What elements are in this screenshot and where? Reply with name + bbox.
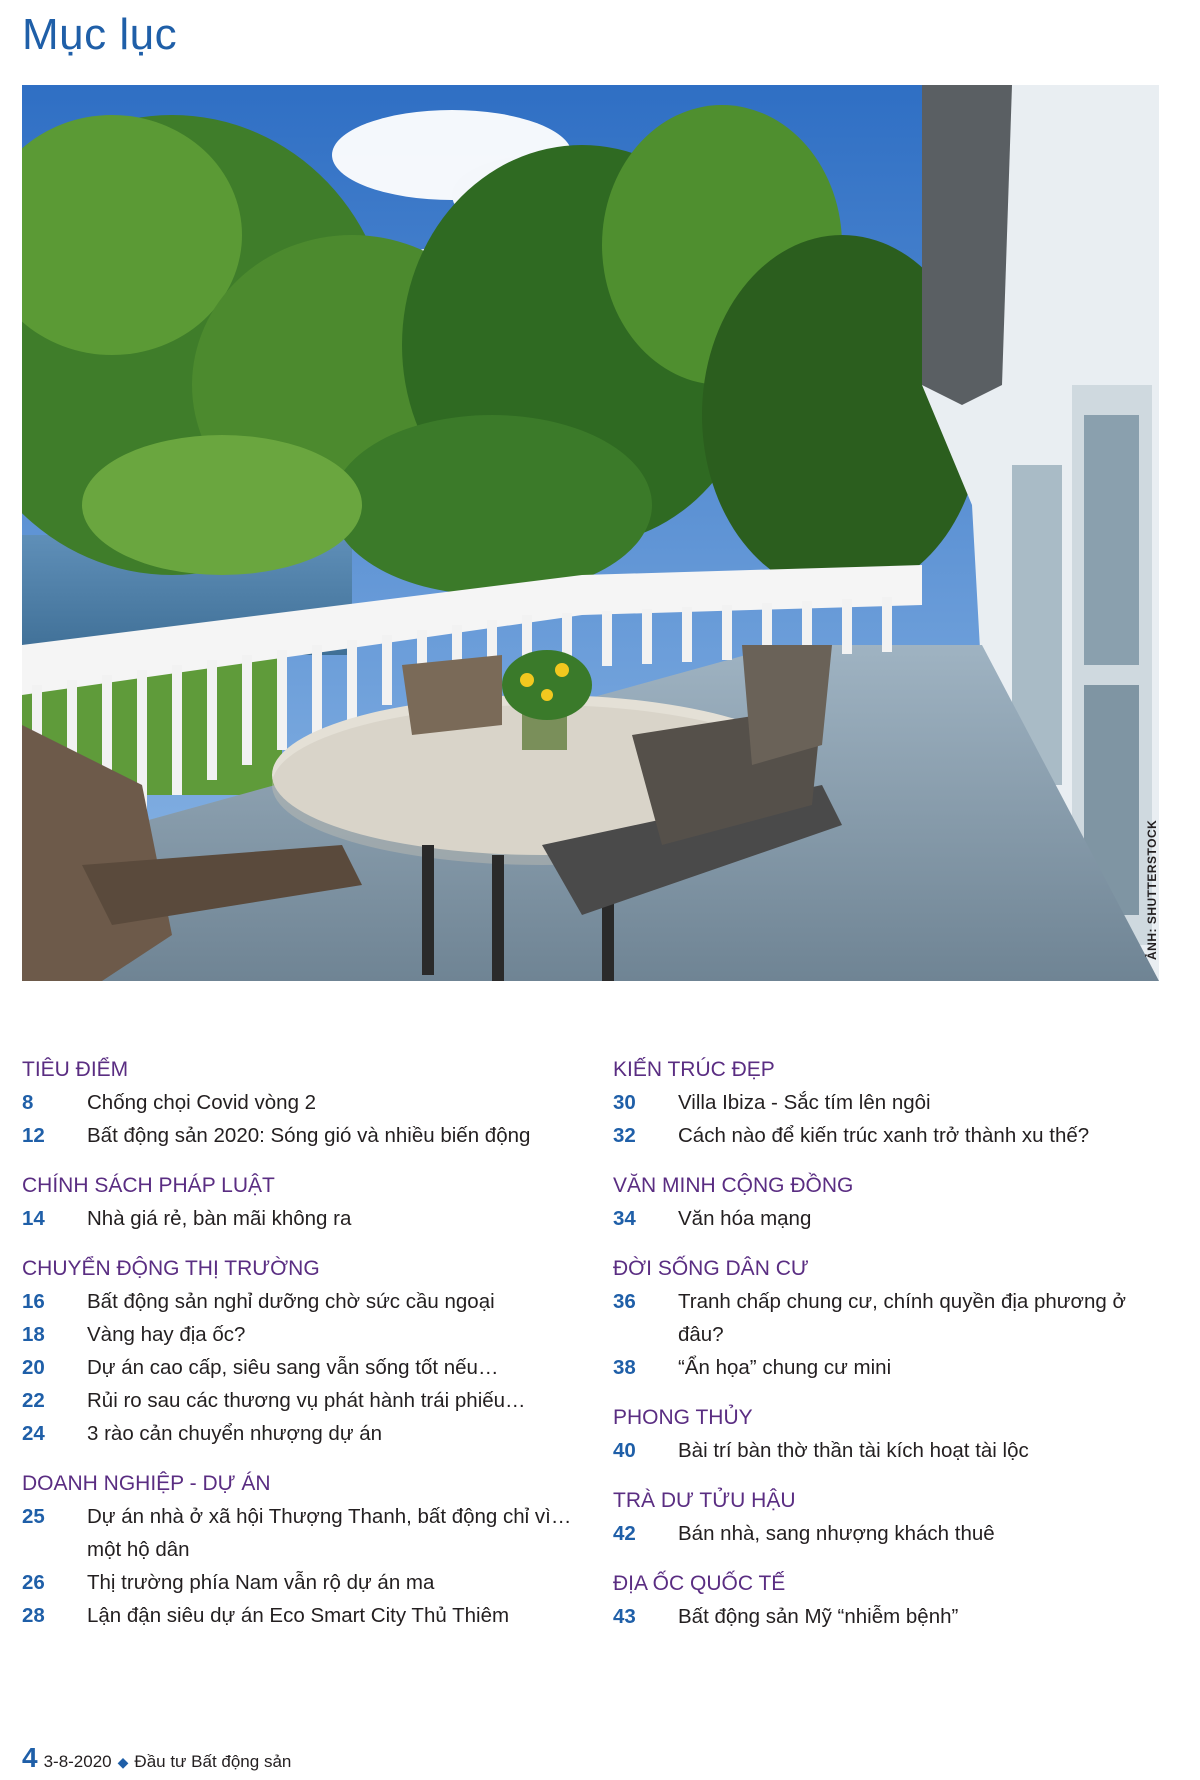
toc-entry[interactable] bbox=[22, 1202, 582, 1235]
toc-entry-title: Rủi ro sau các thương vụ phát hành trái phiếu… bbox=[87, 1389, 526, 1412]
toc-entry-title: “Ẩn họa” chung cư mini bbox=[678, 1356, 892, 1379]
toc-entry[interactable] bbox=[613, 1434, 1173, 1467]
toc-section bbox=[613, 1058, 1173, 1152]
toc-page-number: 42 bbox=[613, 1522, 636, 1545]
toc-section bbox=[22, 1174, 582, 1235]
section-title: KIẾN TRÚC ĐẸP bbox=[613, 1058, 775, 1081]
toc-page-number: 32 bbox=[613, 1124, 636, 1147]
footer-publication: Đầu tư Bất động sản bbox=[134, 1752, 292, 1771]
toc-entry[interactable] bbox=[613, 1119, 1173, 1152]
toc-section bbox=[22, 1058, 582, 1152]
section-title: PHONG THỦY bbox=[613, 1406, 753, 1429]
toc-entry-title: Tranh chấp chung cư, chính quyền địa phương ở đâu? bbox=[678, 1290, 1126, 1346]
toc-page-number: 8 bbox=[22, 1091, 34, 1114]
toc-page-number: 36 bbox=[613, 1290, 636, 1313]
toc-page-number: 34 bbox=[613, 1207, 636, 1230]
toc-section bbox=[613, 1489, 1173, 1550]
toc-entry[interactable] bbox=[22, 1599, 582, 1632]
section-title: VĂN MINH CỘNG ĐỒNG bbox=[613, 1174, 854, 1197]
toc-section bbox=[613, 1174, 1173, 1235]
toc-entry-title: Bất động sản 2020: Sóng gió và nhiều biến động bbox=[87, 1124, 531, 1147]
toc-page-number: 38 bbox=[613, 1356, 636, 1379]
toc-entry-title: Bài trí bàn thờ thần tài kích hoạt tài lộc bbox=[678, 1439, 1029, 1462]
toc-column-right bbox=[613, 1058, 1173, 1655]
toc-section bbox=[613, 1406, 1173, 1467]
toc-entry-title: Dự án nhà ở xã hội Thượng Thanh, bất động chỉ vì… một hộ dân bbox=[87, 1505, 572, 1561]
cover-photo-deck-patio bbox=[22, 85, 1159, 981]
toc-entry[interactable] bbox=[22, 1500, 582, 1566]
toc-section bbox=[613, 1572, 1173, 1633]
section-title: ĐỜI SỐNG DÂN CƯ bbox=[613, 1257, 809, 1280]
toc-entry-title: Bất động sản Mỹ “nhiễm bệnh” bbox=[678, 1605, 959, 1628]
toc-entry-title: Nhà giá rẻ, bàn mãi không ra bbox=[87, 1207, 352, 1230]
footer-page-number: 4 bbox=[22, 1742, 38, 1773]
diamond-icon: ◆ bbox=[117, 1754, 129, 1770]
toc-section bbox=[22, 1472, 582, 1632]
toc-page-number: 20 bbox=[22, 1356, 45, 1379]
toc-page-number: 40 bbox=[613, 1439, 636, 1462]
toc-page-number: 24 bbox=[22, 1422, 45, 1445]
toc-page-number: 43 bbox=[613, 1605, 636, 1628]
deck-scene-illustration bbox=[22, 85, 1159, 981]
toc-page-number: 16 bbox=[22, 1290, 45, 1313]
toc-entry[interactable] bbox=[22, 1384, 582, 1417]
toc-page-number: 26 bbox=[22, 1571, 45, 1594]
toc-entry[interactable] bbox=[22, 1285, 582, 1318]
toc-entry[interactable] bbox=[613, 1202, 1173, 1235]
toc-entry[interactable] bbox=[22, 1318, 582, 1351]
toc-page-number: 25 bbox=[22, 1505, 45, 1528]
toc-entry-title: Bán nhà, sang nhượng khách thuê bbox=[678, 1522, 995, 1545]
toc-entry-title: Vàng hay địa ốc? bbox=[87, 1323, 246, 1346]
section-title: CHUYỂN ĐỘNG THỊ TRƯỜNG bbox=[22, 1257, 320, 1280]
toc-entry[interactable] bbox=[613, 1285, 1173, 1351]
toc-entry-title: Thị trường phía Nam vẫn rộ dự án ma bbox=[87, 1571, 435, 1594]
toc-entry-title: Dự án cao cấp, siêu sang vẫn sống tốt nếu… bbox=[87, 1356, 499, 1379]
page-title: Mục lục bbox=[22, 10, 178, 59]
toc-entry-title: Lận đận siêu dự án Eco Smart City Thủ Thiêm bbox=[87, 1604, 510, 1627]
toc-entry-title: 3 rào cản chuyển nhượng dự án bbox=[87, 1422, 383, 1445]
toc-column-left bbox=[22, 1058, 582, 1654]
section-title: TRÀ DƯ TỬU HẬU bbox=[613, 1489, 796, 1512]
toc-entry-title: Villa Ibiza - Sắc tím lên ngôi bbox=[678, 1091, 931, 1114]
toc-entry[interactable] bbox=[613, 1600, 1173, 1633]
toc-page-number: 18 bbox=[22, 1323, 45, 1346]
toc-entry[interactable] bbox=[22, 1086, 582, 1119]
toc-entry[interactable] bbox=[613, 1086, 1173, 1119]
toc-page-number: 30 bbox=[613, 1091, 636, 1114]
toc-section bbox=[22, 1257, 582, 1450]
toc-entry[interactable] bbox=[613, 1351, 1173, 1384]
toc-section bbox=[613, 1257, 1173, 1384]
toc-entry-title: Bất động sản nghỉ dưỡng chờ sức cầu ngoại bbox=[87, 1290, 495, 1313]
toc-page-number: 22 bbox=[22, 1389, 45, 1412]
toc-page-number: 28 bbox=[22, 1604, 45, 1627]
page-footer bbox=[22, 1742, 291, 1774]
photo-credit: ẢNH: SHUTTERSTOCK bbox=[1145, 819, 1159, 960]
footer-date: 3-8-2020 bbox=[43, 1752, 112, 1771]
toc-entry-title: Chống chọi Covid vòng 2 bbox=[87, 1091, 317, 1114]
toc-entry[interactable] bbox=[613, 1517, 1173, 1550]
toc-entry[interactable] bbox=[22, 1119, 582, 1152]
section-title: CHÍNH SÁCH PHÁP LUẬT bbox=[22, 1174, 275, 1197]
toc-entry[interactable] bbox=[22, 1417, 582, 1450]
toc-entry-title: Văn hóa mạng bbox=[678, 1207, 812, 1230]
toc-entry-title: Cách nào để kiến trúc xanh trở thành xu thế? bbox=[678, 1124, 1090, 1147]
section-title: TIÊU ĐIỂM bbox=[22, 1058, 129, 1081]
section-title: DOANH NGHIỆP - DỰ ÁN bbox=[22, 1472, 271, 1495]
toc-entry[interactable] bbox=[22, 1351, 582, 1384]
toc-page-number: 14 bbox=[22, 1207, 45, 1230]
section-title: ĐỊA ỐC QUỐC TẾ bbox=[613, 1572, 786, 1595]
toc-entry[interactable] bbox=[22, 1566, 582, 1599]
toc-page-number: 12 bbox=[22, 1124, 45, 1147]
